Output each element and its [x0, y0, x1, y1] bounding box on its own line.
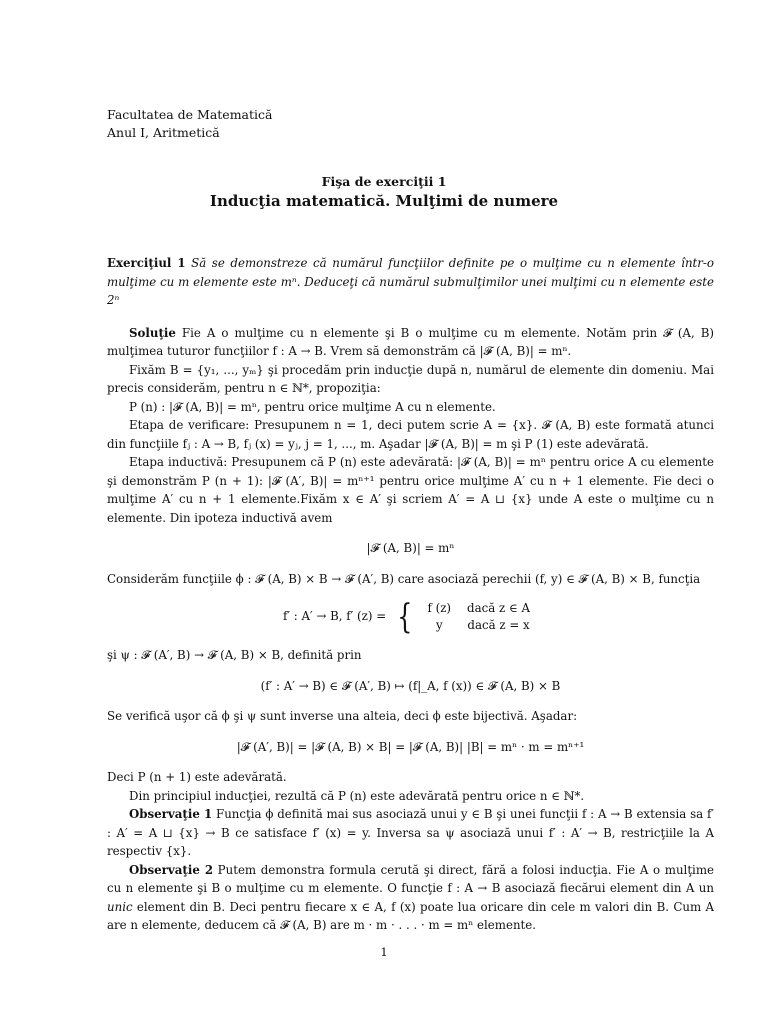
observation-2: Observaţie 2 Putem demonstra formula cerută şi direct, fără a folosi inducţia. Fie A o mulţime cu n elemente şi B o mulţime cu m elemente. O funcţie f : A → B asociază fiecărui element din A un unic element din B. Deci pentru fiecare x ∈ A, f (x) poate lua oricare din cele m valori din B. Cum A are n elemente, deducem că 𝓕 (A, B) are m · m · . . . · m = mⁿ elemente. — [107, 862, 714, 932]
observation-1: Observaţie 1 Funcţia ϕ definită mai sus asociază unui y ∈ B şi unei funcţii f : A → B extensia sa f′ : A′ = A ⊔ {x} → B ce satisface f′ (x) = y. Inversa sa ψ asociază unui f′ : A′ → B, restricţiile la A respectiv {x}. — [107, 807, 715, 858]
exercise-statement: Să se demonstreze că numărul funcţiilor definite pe o mulţime cu n elemente într-o mulţime cu m elemente este mⁿ. Deduceţi că numărul submulţimilor unei mulţimi cu n elemente este 2ⁿ — [107, 256, 715, 307]
inductive-step: Etapa inductivă: Presupunem că P (n) este adevărată: |𝓕 (A, B)| = mⁿ pentru orice A cu elemente şi demonstrăm P (n + 1): |𝓕 (A′, B)| = mⁿ⁺¹ pentru orice mulţime A′ cu n + 1 elemente. Fie deci o mulţime A′ cu n + 1 elemente.Fixăm x ∈ A′ şi scriem A′ = A ⊔ {x} unde A este o mulţime cu n elemente. Din ipoteza inductivă avem — [107, 455, 714, 525]
equation-piecewise — [107, 597, 714, 637]
worksheet-title: Fişa de exerciţii 1 — [321, 174, 447, 189]
observation-2-label: Observaţie 2 — [129, 862, 214, 877]
case-2-value: y — [435, 618, 443, 632]
solution-paragraph-principle: Din principiul inducţiei, rezultă că P (n) este adevărată pentru orice n ∈ ℕ*. — [129, 788, 585, 803]
equation-cardinality: |𝓕 (A′, B)| = |𝓕 (A, B) × B| = |𝓕 (A, B)| |B| = mⁿ · m = mⁿ⁺¹ — [236, 739, 585, 754]
solution-paragraph-2: Fixăm B = {y₁, ..., yₘ} şi procedăm prin inducţie după n, numărul de elemente din domeniu. Mai precis considerăm, pentru n ∈ ℕ*, propoziţia: — [107, 362, 714, 395]
year-course-line: Anul I, Aritmetică — [107, 125, 220, 140]
emphasis-unic: unic — [107, 899, 133, 914]
solution-paragraph-psi: şi ψ : 𝓕 (A′, B) → 𝓕 (A, B) × B, definită prin — [107, 648, 362, 662]
equation-induction-hypothesis: |𝓕 (A, B)| = mⁿ — [366, 541, 455, 555]
case-1-value: f (z) — [427, 601, 452, 615]
document-header — [107, 106, 272, 142]
case-1-condition: dacă z ∈ A — [467, 601, 530, 615]
document-body — [107, 254, 714, 935]
piecewise-cases — [390, 597, 538, 637]
equation-psi: (f′ : A′ → B) ∈ 𝓕 (A′, B) ↦ (f|_A, f (x)) ∈ 𝓕 (A, B) × B — [260, 678, 561, 693]
case-2-condition: dacă z = x — [467, 618, 530, 632]
worksheet-subtitle: Inducţia matematică. Mulţimi de numere — [209, 192, 559, 210]
proposition: P (n) : |𝓕 (A, B)| = mⁿ, pentru orice mulţime A cu n elemente. — [129, 399, 496, 414]
exercise-label: Exerciţiul 1 — [107, 256, 186, 270]
exercise-1 — [107, 254, 714, 310]
solution-paragraph-bijective: Se verifică uşor că ϕ şi ψ sunt inverse una alteia, deci ϕ este bijectivă. Aşadar: — [107, 709, 578, 723]
verification-step: Etapa de verificare: Presupunem n = 1, deci putem scrie A = {x}. 𝓕 (A, B) este formată atunci din funcţiile fⱼ : A → B, fⱼ (x) = yⱼ, j = 1, ..., m. Aşadar |𝓕 (A, B)| = m şi P (1) este adevărată. — [107, 418, 714, 451]
faculty-line: Facultatea de Matematică — [107, 107, 273, 122]
left-brace: { — [397, 597, 413, 637]
title-block — [0, 174, 768, 211]
solution-paragraph-phi: Considerăm funcţiile ϕ : 𝓕 (A, B) × B → 𝓕 (A′, B) care asociază perechii (f, y) ∈ 𝓕 (A, B) × B, funcţia — [107, 571, 701, 586]
solution-paragraph-1: Soluţie Fie A o mulţime cu n elemente şi B o mulţime cu m elemente. Notăm prin 𝓕 (A, B) mulţimea tuturor funcţiilor f : A → B. Vrem să demonstrăm că |𝓕 (A, B)| = mⁿ. — [107, 325, 714, 358]
cases-table — [420, 600, 539, 634]
piecewise-left: f′ : A′ → B, f′ (z) = — [282, 609, 387, 623]
solution-label: Soluţie — [129, 325, 176, 340]
page-number: 1 — [380, 945, 388, 959]
observation-1-label: Observaţie 1 — [129, 807, 213, 821]
solution-paragraph-conclusion: Deci P (n + 1) este adevărată. — [107, 770, 287, 784]
